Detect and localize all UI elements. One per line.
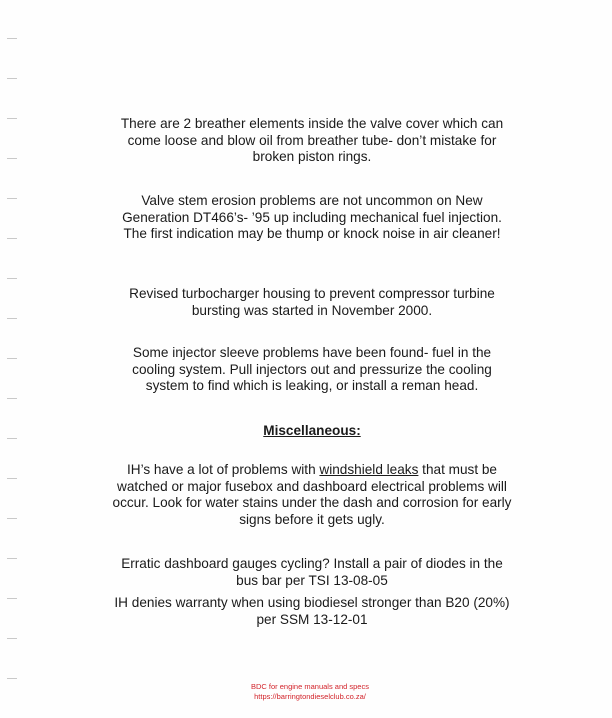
margin-tick — [7, 518, 17, 519]
margin-tick — [7, 278, 17, 279]
margin-tick — [7, 438, 17, 439]
footer-line-title: BDC for engine manuals and specs — [251, 682, 369, 691]
margin-tick — [7, 318, 17, 319]
paragraph-biodiesel-warranty: IH denies warranty when using biodiesel stronger than B20 (20%) per SSM 13-12-01 — [114, 595, 510, 627]
margin-tick — [7, 478, 17, 479]
margin-tick — [7, 238, 17, 239]
paragraph-windshield-leaks — [110, 462, 514, 528]
margin-tick — [7, 638, 17, 639]
paragraph-valve-stem-erosion: Valve stem erosion problems are not uncommon on New Generation DT466’s- ’95 up including mechanical fuel injection. The first indication may be thump or knock noise in air cleaner! — [122, 193, 502, 242]
paragraph-injector-sleeve: Some injector sleeve problems have been found- fuel in the cooling system. Pull injectors out and pressurize the cooling system to find which is leaking, or install a reman head. — [132, 345, 492, 394]
margin-tick — [7, 398, 17, 399]
paragraph-text: that must be watched or major fusebox and dashboard electrical problems will occur. Look for water stains under the dash and corrosion for early signs before it gets ugly. — [112, 462, 512, 527]
margin-tick — [7, 78, 17, 79]
margin-tick — [7, 358, 17, 359]
footer-watermark — [160, 682, 460, 701]
section-heading-miscellaneous: Miscellaneous: — [263, 423, 361, 438]
paragraph-text: IH’s have a lot of problems with — [126, 462, 320, 477]
paragraph-breather-elements: There are 2 breather elements inside the valve cover which can come loose and blow oil from breather tube- don’t mistake for broken piston rings. — [120, 116, 504, 165]
margin-tick — [7, 38, 17, 39]
paragraph-dashboard-gauges: Erratic dashboard gauges cycling? Install a pair of diodes in the bus bar per TSI 13-08-05 — [121, 556, 503, 588]
margin-tick — [7, 558, 17, 559]
margin-tick — [7, 598, 17, 599]
paragraph-turbocharger-housing: Revised turbocharger housing to prevent compressor turbine bursting was started in November 2000. — [129, 286, 495, 318]
scan-margin-marks — [0, 0, 20, 718]
margin-tick — [7, 158, 17, 159]
footer-link-url[interactable]: https://barringtondieselclub.co.za/ — [254, 691, 366, 701]
margin-tick — [7, 678, 17, 679]
underlined-phrase: windshield leaks — [319, 462, 419, 477]
margin-tick — [7, 198, 17, 199]
margin-tick — [7, 118, 17, 119]
